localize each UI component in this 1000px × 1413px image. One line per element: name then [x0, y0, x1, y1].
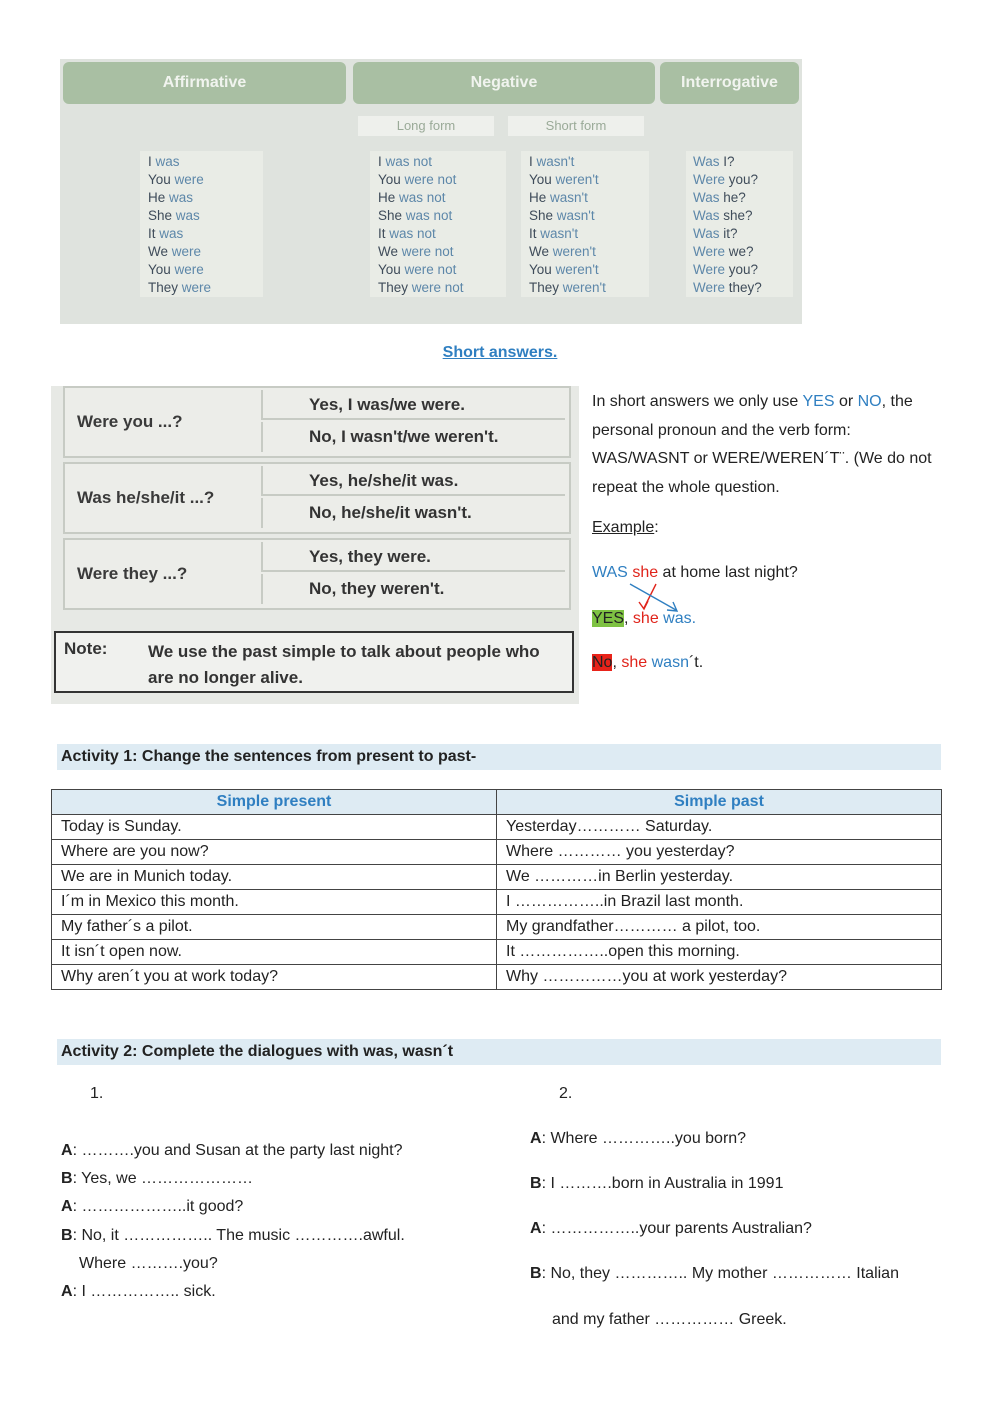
- conj-row: They weren't: [529, 280, 606, 295]
- long-form-subheader: Long form: [358, 116, 494, 136]
- conj-row: He wasn't: [529, 190, 588, 205]
- present-cell: My father´s a pilot.: [52, 915, 497, 940]
- short-form-column: [521, 151, 649, 297]
- conj-row: She was not: [378, 208, 453, 223]
- interrogative-column: [686, 151, 793, 297]
- short-form-subheader: Short form: [508, 116, 644, 136]
- table-row: [52, 915, 942, 940]
- conj-row: Was it?: [693, 226, 738, 241]
- conj-row: Were you?: [693, 262, 759, 277]
- dialogue2-line: B: I ……….born in Australia in 1991: [530, 1175, 784, 1192]
- past-cell: Where ………… you yesterday?: [497, 840, 942, 865]
- short-answer-box: [63, 538, 571, 610]
- dialogue1-line: A: I …………….. sick.: [61, 1283, 216, 1300]
- present-cell: I´m in Mexico this month.: [52, 890, 497, 915]
- example-answer-no: No, she wasn´t.: [592, 654, 704, 671]
- dialogue2-line: B: No, they ………….. My mother …………… Italian: [530, 1265, 899, 1282]
- activity1-table: [51, 789, 942, 990]
- short-answers-table: [51, 386, 579, 704]
- past-cell: Yesterday………… Saturday.: [497, 815, 942, 840]
- conj-row: You were not: [378, 262, 457, 277]
- activity2-title: Activity 2: Complete the dialogues with was, wasn´t: [57, 1039, 941, 1065]
- conj-row: I was not: [378, 154, 433, 169]
- conj-row: We were not: [378, 244, 454, 259]
- conj-row: Was I?: [693, 154, 735, 169]
- was-were-conjugation-table: [60, 59, 802, 324]
- conj-row: They were not: [378, 280, 464, 295]
- short-answer-question: Were they ...?: [77, 564, 188, 583]
- short-answer-yes: Yes, I was/we were.: [261, 390, 565, 420]
- dialogue1-line: A: ………………..it good?: [61, 1198, 244, 1215]
- present-cell: Why aren´t you at work today?: [52, 965, 497, 990]
- conj-row: He was: [148, 190, 194, 205]
- table-header-row: [52, 790, 942, 815]
- conj-row: You were: [148, 262, 204, 277]
- conj-row: Were you?: [693, 172, 759, 187]
- conj-row: Were we?: [693, 244, 754, 259]
- short-answer-yes: Yes, he/she/it was.: [261, 466, 565, 496]
- conj-row: We were: [148, 244, 202, 259]
- short-answers-explanation: In short answers we only use YES or NO, the personal pronoun and the verb form: WAS/WASNT or WERE/WEREN´T¨. (We do not repeat the whole question.: [592, 393, 932, 496]
- conj-row: It was not: [378, 226, 436, 241]
- short-answer-no: No, they weren't.: [261, 574, 565, 604]
- short-answer-no: No, he/she/it wasn't.: [261, 498, 565, 528]
- past-cell: We …………in Berlin yesterday.: [497, 865, 942, 890]
- table-row: [52, 890, 942, 915]
- dialogue2-line: A: Where …………..you born?: [530, 1130, 747, 1147]
- conj-row: She was: [148, 208, 200, 223]
- dialogue1-line: Where ……….you?: [79, 1255, 218, 1272]
- conj-row: He was not: [378, 190, 446, 205]
- dialogue2-number: 2.: [559, 1085, 573, 1102]
- short-answer-box: [63, 386, 571, 458]
- conj-row: Was he?: [693, 190, 746, 205]
- conj-row: I was: [148, 154, 180, 169]
- table-row: [52, 965, 942, 990]
- negative-header: Negative: [353, 62, 655, 104]
- interrogative-header: Interrogative: [660, 62, 799, 104]
- present-cell: We are in Munich today.: [52, 865, 497, 890]
- dialogue1-line: B: Yes, we …………………: [61, 1170, 254, 1187]
- present-cell: Where are you now?: [52, 840, 497, 865]
- short-answers-title: Short answers.: [442, 344, 558, 361]
- short-answer-question: Was he/she/it ...?: [77, 488, 215, 507]
- activity1-title: Activity 1: Change the sentences from present to past-: [57, 744, 941, 770]
- present-cell: It isn´t open now.: [52, 940, 497, 965]
- dialogue1-line: B: No, it …………….. The music ………….awful.: [61, 1227, 405, 1244]
- dialogue1-line: A: ……….you and Susan at the party last night?: [61, 1142, 403, 1159]
- example-heading: Example:: [592, 519, 659, 536]
- long-form-column: [370, 151, 506, 297]
- example-answer-yes: YES, she was.: [592, 610, 697, 627]
- conj-row: They were: [148, 280, 212, 295]
- past-cell: My grandfather………… a pilot, too.: [497, 915, 942, 940]
- short-answer-question: Were you ...?: [77, 412, 183, 431]
- conj-row: We weren't: [529, 244, 596, 259]
- conj-row: Was she?: [693, 208, 753, 223]
- conj-row: It wasn't: [529, 226, 579, 241]
- conj-row: You weren't: [529, 262, 599, 277]
- present-cell: Today is Sunday.: [52, 815, 497, 840]
- note-box: [54, 631, 574, 693]
- column-header: Simple past: [497, 790, 942, 815]
- conj-row: She wasn't: [529, 208, 595, 223]
- short-answer-yes: Yes, they were.: [261, 542, 565, 572]
- example-question: WAS she at home last night?: [592, 564, 798, 581]
- dialogue2-line: and my father …………… Greek.: [552, 1311, 787, 1328]
- table-row: [52, 815, 942, 840]
- dialogue2-line: A: ……………..your parents Australian?: [530, 1220, 812, 1237]
- short-answer-box: [63, 462, 571, 534]
- affirmative-header: Affirmative: [63, 62, 346, 104]
- short-answer-no: No, I wasn't/we weren't.: [261, 422, 565, 452]
- past-cell: Why ……………you at work yesterday?: [497, 965, 942, 990]
- note-label: Note:: [64, 639, 108, 658]
- column-header: Simple present: [52, 790, 497, 815]
- table-row: [52, 940, 942, 965]
- conj-row: It was: [148, 226, 184, 241]
- past-cell: I ……………..in Brazil last month.: [497, 890, 942, 915]
- table-row: [52, 840, 942, 865]
- past-cell: It ……………..open this morning.: [497, 940, 942, 965]
- dialogue1-number: 1.: [90, 1085, 104, 1102]
- table-row: [52, 865, 942, 890]
- conj-row: I wasn't: [529, 154, 575, 169]
- conj-row: You were not: [378, 172, 457, 187]
- affirmative-column: [140, 151, 263, 297]
- conj-row: You weren't: [529, 172, 599, 187]
- conj-row: Were they?: [693, 280, 762, 295]
- conj-row: You were: [148, 172, 204, 187]
- note-text: We use the past simple to talk about people who are no longer alive.: [148, 642, 540, 687]
